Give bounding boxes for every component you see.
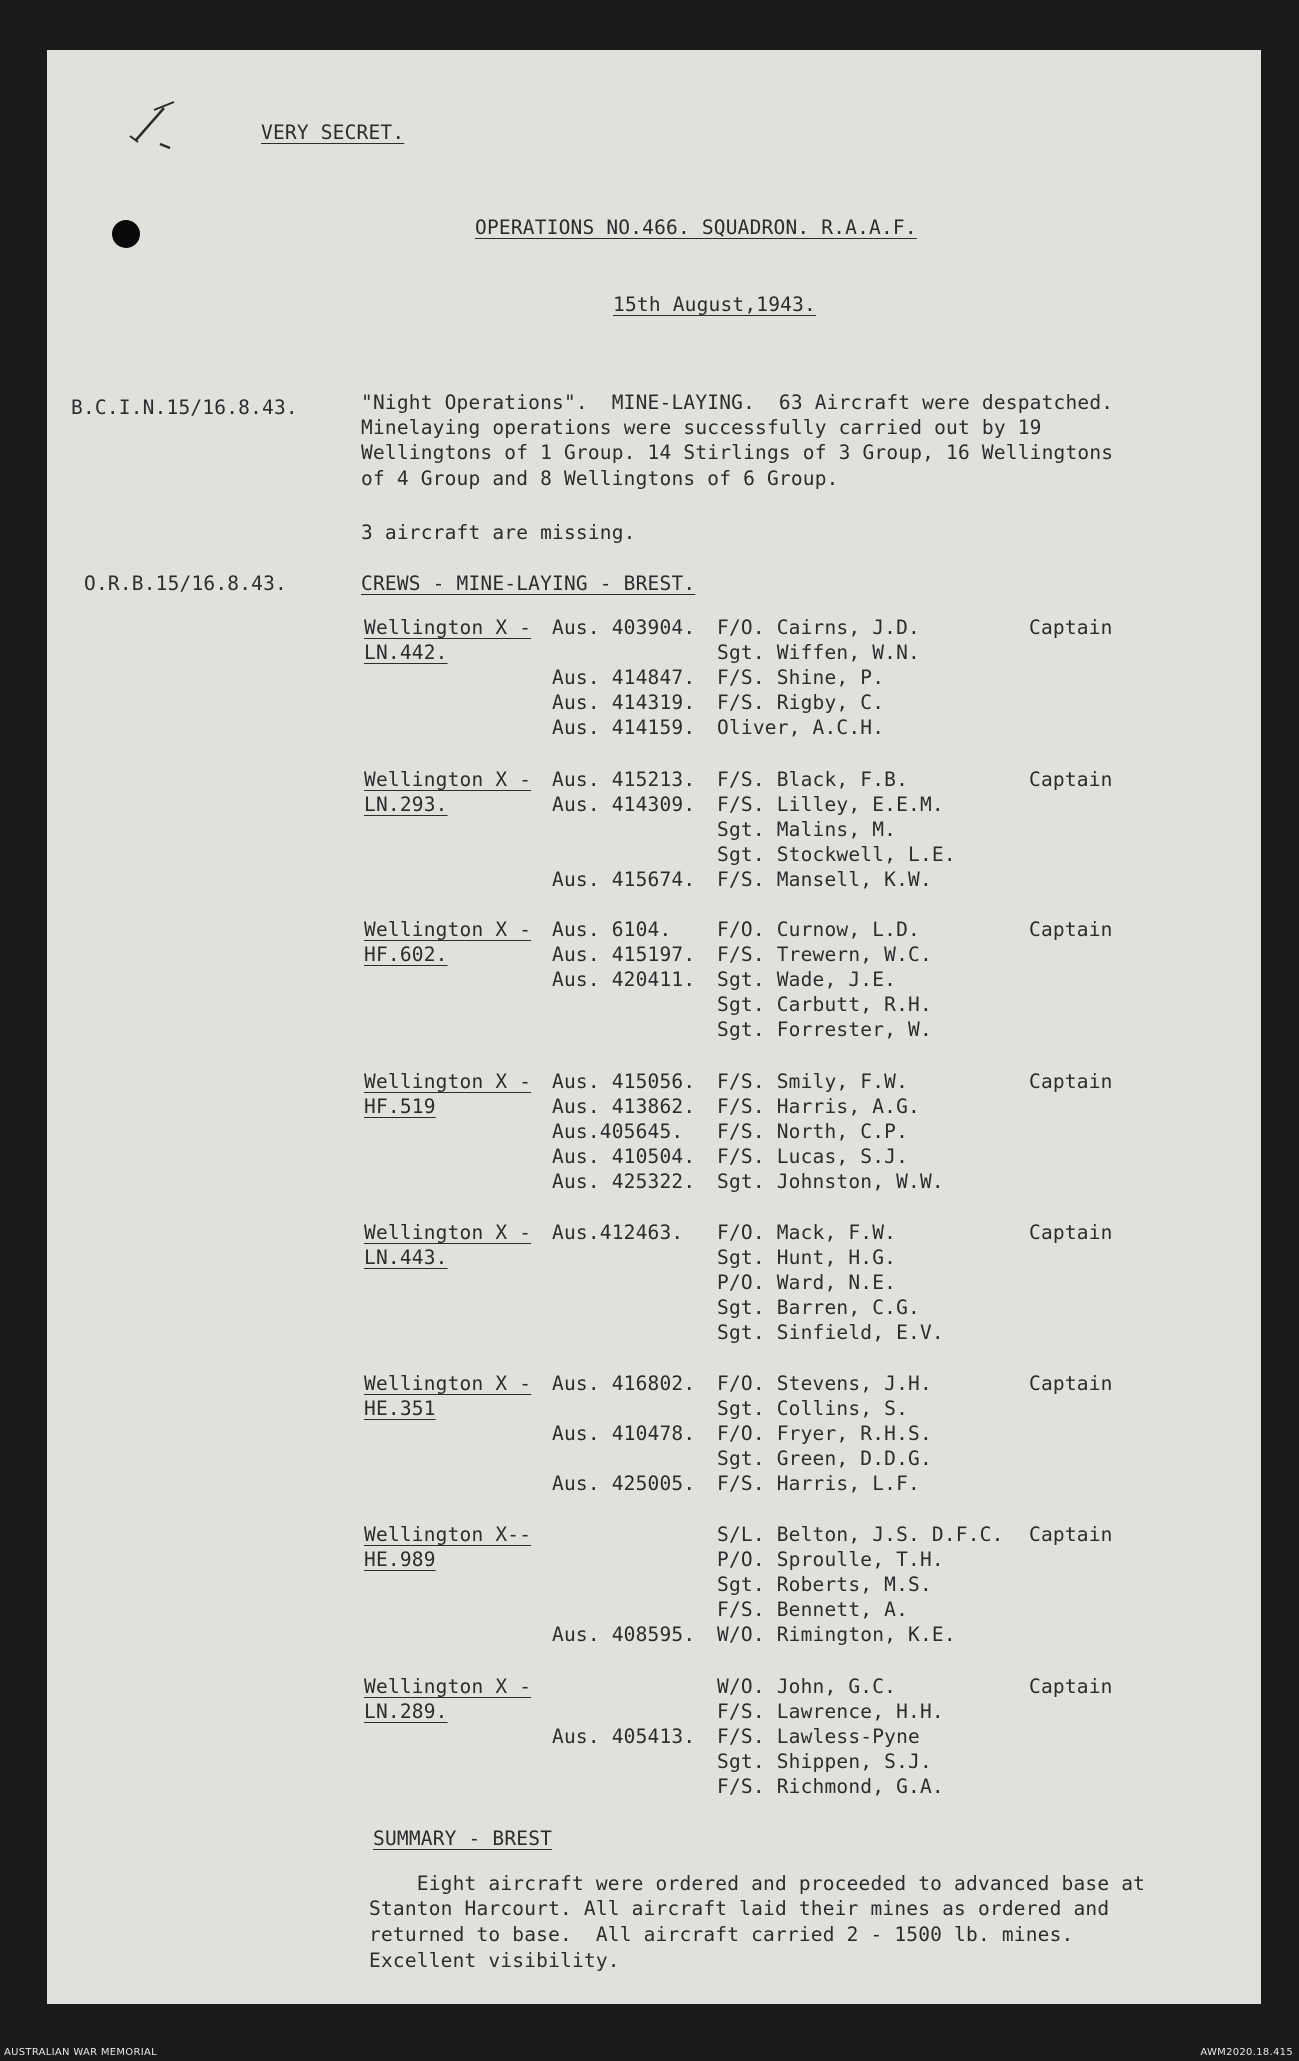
aircraft-type: Wellington X -: [364, 1070, 532, 1093]
aircraft-type: Wellington X -: [364, 918, 532, 941]
bcin-line: Wellingtons of 1 Group. 14 Stirlings of 3 Group, 16 Wellingtons: [361, 441, 1114, 464]
crew-member-name: P/O. Ward, N.E.: [717, 1271, 897, 1294]
service-number: Aus. 413862.: [552, 1095, 696, 1118]
crew-member-name: Sgt. Collins, S.: [717, 1397, 909, 1420]
aircraft-serial: HF.519: [364, 1095, 436, 1118]
service-number: Aus. 403904.: [552, 616, 696, 639]
crew-member-name: F/S. Mansell, K.W.: [717, 868, 932, 891]
footer-source: AUSTRALIAN WAR MEMORIAL: [4, 2047, 157, 2058]
summary-line: Excellent visibility.: [369, 1949, 620, 1972]
aircraft-serial: HE.989: [364, 1548, 436, 1571]
crew-member-name: F/O. Cairns, J.D.: [717, 616, 920, 639]
crew-member-name: F/O. Mack, F.W.: [717, 1221, 897, 1244]
service-number: Aus. 414847.: [552, 666, 696, 689]
punch-hole: [112, 220, 140, 248]
bcin-reference: B.C.I.N.15/16.8.43.: [71, 396, 298, 419]
service-number: Aus. 425322.: [552, 1170, 696, 1193]
crew-member-name: Sgt. Johnston, W.W.: [717, 1170, 944, 1193]
summary-line: returned to base. All aircraft carried 2 - 1500 lb. mines.: [369, 1923, 1074, 1946]
aircraft-serial: HF.602.: [364, 943, 448, 966]
service-number: Aus.405645.: [552, 1120, 684, 1143]
aircraft-type: Wellington X -: [364, 768, 532, 791]
crew-member-name: F/O. Stevens, J.H.: [717, 1372, 932, 1395]
service-number: Aus. 410504.: [552, 1145, 696, 1168]
crew-member-name: Sgt. Carbutt, R.H.: [717, 993, 932, 1016]
bcin-line: of 4 Group and 8 Wellingtons of 6 Group.: [361, 467, 839, 490]
crew-member-name: F/S. North, C.P.: [717, 1120, 909, 1143]
crew-member-name: F/S. Smily, F.W.: [717, 1070, 909, 1093]
crew-member-name: F/S. Rigby, C.: [717, 691, 885, 714]
crew-member-name: F/S. Richmond, G.A.: [717, 1775, 944, 1798]
document-title: OPERATIONS NO.466. SQUADRON. R.A.A.F.: [475, 216, 917, 239]
crew-member-name: Sgt. Forrester, W.: [717, 1018, 932, 1041]
service-number: Aus. 6104.: [552, 918, 672, 941]
service-number: Aus. 405413.: [552, 1725, 696, 1748]
crew-member-name: F/S. Black, F.B.: [717, 768, 909, 791]
crew-member-name: F/O. Curnow, L.D.: [717, 918, 920, 941]
service-number: Aus. 410478.: [552, 1422, 696, 1445]
aircraft-serial: LN.293.: [364, 793, 448, 816]
bcin-line: "Night Operations". MINE-LAYING. 63 Aircraft were despatched.: [361, 391, 1114, 414]
crew-member-name: F/S. Lucas, S.J.: [717, 1145, 909, 1168]
service-number: Aus. 425005.: [552, 1472, 696, 1495]
crew-member-name: P/O. Sproulle, T.H.: [717, 1548, 944, 1571]
service-number: Aus. 415197.: [552, 943, 696, 966]
summary-heading: SUMMARY - BREST: [373, 1827, 553, 1850]
crew-member-name: F/S. Bennett, A.: [717, 1598, 909, 1621]
crew-role: Captain: [1029, 616, 1113, 639]
service-number: Aus. 416802.: [552, 1372, 696, 1395]
crew-member-name: Sgt. Wade, J.E.: [717, 968, 897, 991]
crews-heading: CREWS - MINE-LAYING - BREST.: [361, 572, 696, 595]
service-number: Aus. 414319.: [552, 691, 696, 714]
service-number: Aus. 415056.: [552, 1070, 696, 1093]
aircraft-type: Wellington X -: [364, 616, 532, 639]
crew-member-name: F/S. Lilley, E.E.M.: [717, 793, 944, 816]
orb-reference: O.R.B.15/16.8.43.: [84, 572, 287, 595]
pencil-mark: [124, 96, 194, 156]
crew-member-name: Sgt. Wiffen, W.N.: [717, 641, 920, 664]
service-number: Aus.412463.: [552, 1221, 684, 1244]
service-number: Aus. 420411.: [552, 968, 696, 991]
crew-member-name: W/O. John, G.C.: [717, 1675, 897, 1698]
crew-role: Captain: [1029, 1372, 1113, 1395]
aircraft-type: Wellington X -: [364, 1675, 532, 1698]
crew-member-name: W/O. Rimington, K.E.: [717, 1623, 956, 1646]
crew-role: Captain: [1029, 1675, 1113, 1698]
crew-member-name: F/S. Trewern, W.C.: [717, 943, 932, 966]
crew-member-name: Sgt. Hunt, H.G.: [717, 1246, 897, 1269]
bcin-line: Minelaying operations were successfully carried out by 19: [361, 416, 1042, 439]
document-date: 15th August,1943.: [613, 293, 816, 316]
footer-reference: AWM2020.18.415: [1200, 2047, 1293, 2058]
crew-member-name: F/O. Fryer, R.H.S.: [717, 1422, 932, 1445]
service-number: Aus. 415213.: [552, 768, 696, 791]
service-number: Aus. 415674.: [552, 868, 696, 891]
crew-member-name: F/S. Shine, P.: [717, 666, 885, 689]
crew-member-name: Sgt. Stockwell, L.E.: [717, 843, 956, 866]
aircraft-type: Wellington X -: [364, 1372, 532, 1395]
summary-line: Stanton Harcourt. All aircraft laid their mines as ordered and: [369, 1897, 1110, 1920]
crew-member-name: F/S. Lawless-Pyne: [717, 1725, 920, 1748]
crew-role: Captain: [1029, 918, 1113, 941]
crew-role: Captain: [1029, 1523, 1113, 1546]
summary-line: Eight aircraft were ordered and proceeded to advanced base at: [369, 1872, 1146, 1895]
crew-member-name: Sgt. Malins, M.: [717, 818, 897, 841]
crew-member-name: Sgt. Sinfield, E.V.: [717, 1321, 944, 1344]
crew-member-name: Oliver, A.C.H.: [717, 716, 885, 739]
service-number: Aus. 408595.: [552, 1623, 696, 1646]
aircraft-type: Wellington X -: [364, 1221, 532, 1244]
crew-member-name: Sgt. Roberts, M.S.: [717, 1573, 932, 1596]
crew-member-name: S/L. Belton, J.S. D.F.C.: [717, 1523, 1004, 1546]
crew-role: Captain: [1029, 768, 1113, 791]
aircraft-serial: LN.289.: [364, 1700, 448, 1723]
aircraft-serial: HE.351: [364, 1397, 436, 1420]
crew-member-name: Sgt. Barren, C.G.: [717, 1296, 920, 1319]
crew-member-name: Sgt. Green, D.D.G.: [717, 1447, 932, 1470]
classification: VERY SECRET.: [261, 121, 405, 144]
document-page: [47, 50, 1261, 2004]
crew-member-name: Sgt. Shippen, S.J.: [717, 1750, 932, 1773]
aircraft-serial: LN.443.: [364, 1246, 448, 1269]
aircraft-serial: LN.442.: [364, 641, 448, 664]
aircraft-type: Wellington X--: [364, 1523, 532, 1546]
crew-member-name: F/S. Harris, L.F.: [717, 1472, 920, 1495]
crew-role: Captain: [1029, 1070, 1113, 1093]
crew-member-name: F/S. Harris, A.G.: [717, 1095, 920, 1118]
missing-note: 3 aircraft are missing.: [361, 521, 636, 544]
crew-role: Captain: [1029, 1221, 1113, 1244]
service-number: Aus. 414159.: [552, 716, 696, 739]
crew-member-name: F/S. Lawrence, H.H.: [717, 1700, 944, 1723]
service-number: Aus. 414309.: [552, 793, 696, 816]
